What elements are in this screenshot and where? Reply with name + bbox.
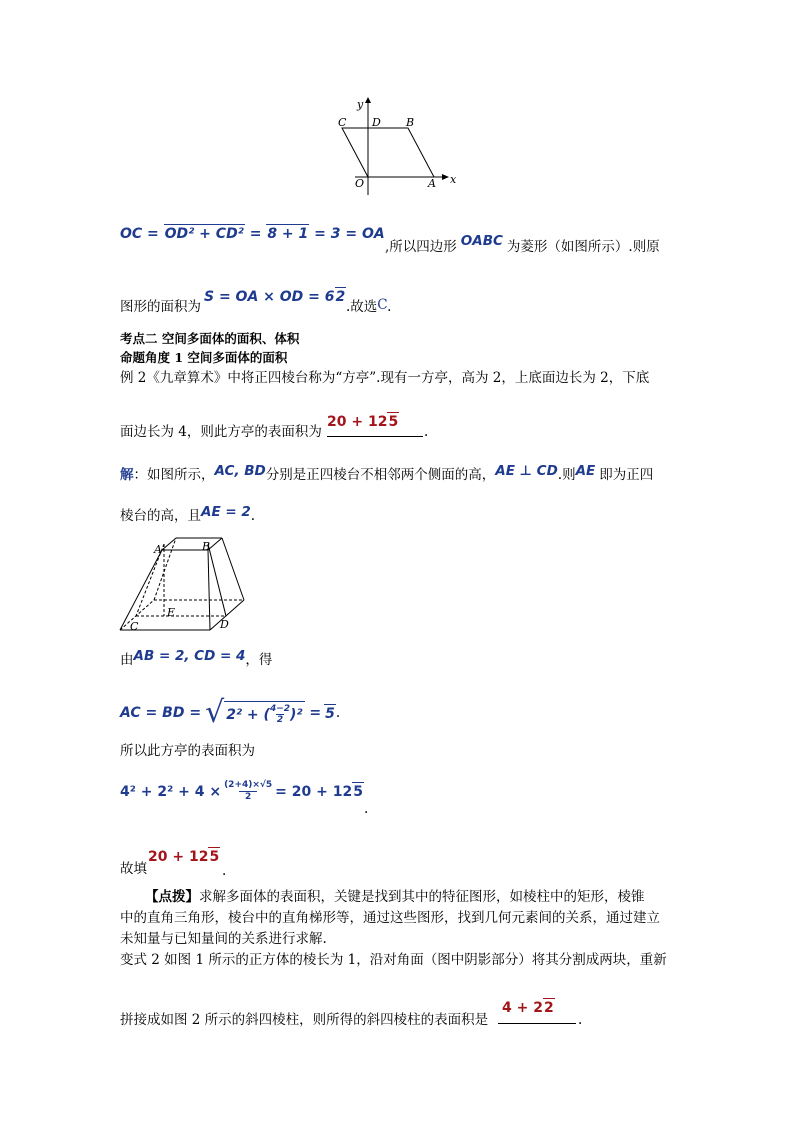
section-title: 考点二 空间多面体的面积、体积 (120, 331, 300, 346)
solution-line1: 解：如图所示，AC, BD分别是正四棱台不相邻两个侧面的高，AE ⊥ CD.则AE 即为正四 (120, 463, 654, 483)
label-c: C (338, 116, 347, 129)
solution-line2: 棱台的高，且AE = 2. (120, 504, 256, 524)
label-y: y (357, 98, 364, 111)
label-b: B (202, 540, 211, 553)
example2-answer: 20 + 125 (327, 414, 399, 430)
fill-line: 故填 (120, 861, 147, 877)
tip-line1: 【点拨】求解多面体的表面积，关键是找到其中的特征图形，如棱柱中的矩形，棱锥 (145, 889, 645, 905)
fill-answer: 20 + 125 (148, 849, 220, 865)
label-b: B (406, 116, 415, 129)
tip-line3: 未知量与已知量间的关系进行求解. (120, 931, 327, 947)
area-line: 图形的面积为 (120, 299, 201, 315)
label-e: E (167, 606, 176, 619)
example2-end: . (424, 424, 429, 440)
example2-line1: 例 2《九章算术》中将正四棱台称为“方亭”.现有一方亭，高为 2，上底面边长为 2，下底 (120, 370, 650, 386)
area-choice: .故选C. (346, 297, 392, 315)
tip-line2: 中的直角三角形，棱台中的直角梯形等，通过这些图形，找到几何元素间的关系，通过建立 (120, 910, 660, 926)
surface-end: . (364, 801, 369, 817)
subsection-title: 命题角度 1 空间多面体的面积 (120, 350, 288, 365)
fill-end: . (222, 863, 227, 879)
label-o: O (355, 177, 365, 190)
area-equation: S = OA × OD = 62 (204, 289, 346, 305)
surface-equation: 4² + 2² + 4 × (2+4)×√5 2 = 20 + 12 5 (120, 780, 363, 802)
label-x: x (450, 173, 457, 186)
label-c: C (130, 620, 139, 633)
given-line: 由AB = 2, CD = 4，得 (120, 648, 273, 668)
oc-equation: OC = OD² + CD² = 8 + 1 = 3 = OA (120, 226, 385, 242)
example2-blank (327, 436, 423, 437)
variant2-answer: 4 + 22 (502, 1000, 554, 1016)
variant2-line1: 变式 2 如图 1 所示的正方体的棱长为 1，沿对角面（图中阴影部分）将其分割成两块，重新 (120, 952, 667, 968)
example2-line2: 面边长为 4，则此方亭的表面积为 (120, 424, 322, 440)
label-d: D (372, 116, 381, 129)
rhombus-figure (330, 95, 470, 200)
label-a: A (428, 177, 436, 190)
frustum-figure (114, 536, 254, 636)
variant2-blank (498, 1023, 576, 1024)
oc-line (120, 224, 385, 243)
label-a: A (154, 543, 162, 556)
ac-equation: AC = BD = √ 2² + ( 4−2 2 )² = 5 . (120, 695, 341, 730)
surface-text: 所以此方亭的表面积为 (120, 743, 255, 759)
label-d: D (220, 618, 229, 631)
variant2-end: . (578, 1012, 583, 1028)
oc-line-tail: ,所以四边形 OABC 为菱形（如图所示）.则原 (385, 233, 660, 255)
variant2-line2: 拼接成如图 2 所示的斜四棱柱，则所得的斜四棱柱的表面积是 (120, 1012, 489, 1028)
